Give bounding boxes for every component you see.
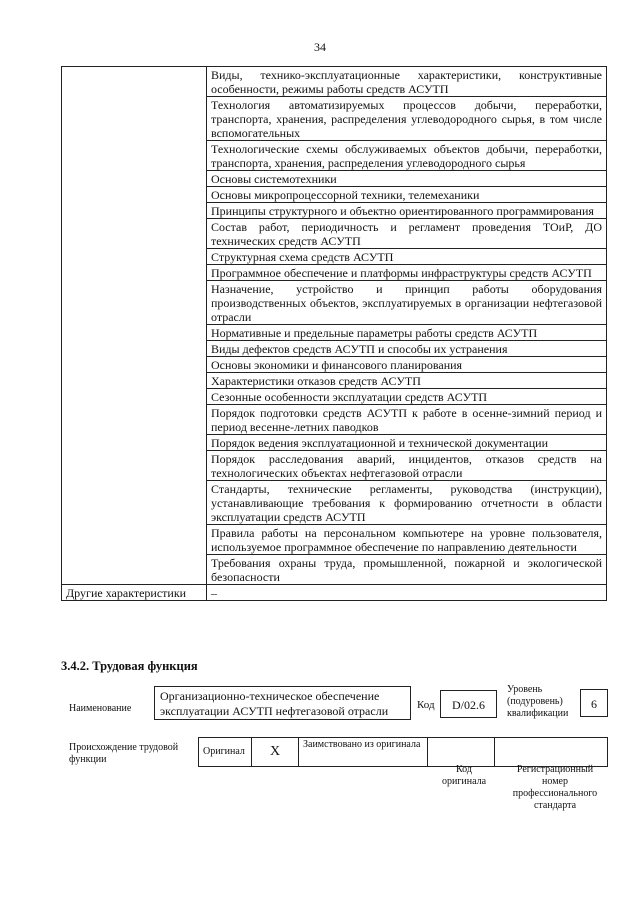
page-number: 34 (314, 40, 326, 54)
code-label: Код (417, 699, 435, 711)
borrowed-cell: Заимствовано из оригинала (299, 738, 428, 767)
knowledge-item: Программное обеспечение и платформы инфраструктуры средств АСУТП (207, 265, 607, 281)
section-title: 3.4.2. Трудовая функция (61, 659, 198, 673)
empty-label-cell (62, 67, 207, 585)
knowledge-item: Порядок подготовки средств АСУТП к работе в осенне-зимний период и период весенне-летних паводков (207, 405, 607, 435)
level-label: Уровень (подуровень) квалификации (507, 684, 569, 719)
function-name-box: Организационно-техническое обеспечение эксплуатации АСУТП нефтегазовой отрасли (154, 686, 411, 720)
original-mark: X (252, 738, 299, 767)
registration-number-cell (495, 738, 608, 767)
knowledge-item: Виды, технико-эксплуатационные характеристики, конструктивные особенности, режимы работы средств АСУТП (207, 67, 607, 97)
origin-label: Происхождение трудовой функции (69, 742, 179, 765)
knowledge-item: Нормативные и предельные параметры работы средств АСУТП (207, 325, 607, 341)
function-code-box: D/02.6 (440, 690, 497, 718)
knowledge-item: Правила работы на персональном компьютере на уровне пользователя, используемое программное обеспечение по направлению деятельности (207, 525, 607, 555)
name-label: Наименование (69, 703, 132, 714)
table-row (62, 67, 607, 97)
knowledge-item: Стандарты, технические регламенты, руководства (инструкции), устанавливающие требования к формированию отчетности в области эксплуатации средств АСУТП (207, 481, 607, 525)
knowledge-item: Принципы структурного и объектно ориентированного программирования (207, 203, 607, 219)
knowledge-item: Технологические схемы обслуживаемых объектов добычи, переработки, транспорта, хранения, распределения углеводородного сырья (207, 141, 607, 171)
other-characteristics-value: – (207, 585, 607, 601)
origin-table (198, 737, 608, 767)
knowledge-item: Назначение, устройство и принцип работы оборудования производственных объектов, эксплуатируемых в организации нефтегазовой отрасли (207, 281, 607, 325)
knowledge-table (61, 66, 607, 601)
knowledge-item: Виды дефектов средств АСУТП и способы их устранения (207, 341, 607, 357)
original-cell: Оригинал (199, 738, 252, 767)
registration-number-label: Регистрационный номер профессионального стандарта (512, 764, 598, 811)
knowledge-item: Состав работ, периодичность и регламент проведения ТОиР, ДО технических средств АСУТП (207, 219, 607, 249)
knowledge-item: Порядок ведения эксплуатационной и технической документации (207, 435, 607, 451)
table-row (62, 585, 607, 601)
knowledge-item: Требования охраны труда, промышленной, пожарной и экологической безопасности (207, 555, 607, 585)
knowledge-item: Сезонные особенности эксплуатации средств АСУТП (207, 389, 607, 405)
knowledge-item: Технология автоматизируемых процессов добычи, переработки, транспорта, хранения, распределения углеводородного сырья, в том числе вспомогательных (207, 97, 607, 141)
other-characteristics-label: Другие характеристики (62, 585, 207, 601)
knowledge-item: Структурная схема средств АСУТП (207, 249, 607, 265)
knowledge-item: Основы микропроцессорной техники, телемеханики (207, 187, 607, 203)
knowledge-item: Основы экономики и финансового планирования (207, 357, 607, 373)
knowledge-item: Основы системотехники (207, 171, 607, 187)
knowledge-item: Порядок расследования аварий, инцидентов, отказов средств на технологических объектах нефтегазовой отрасли (207, 451, 607, 481)
knowledge-item: Характеристики отказов средств АСУТП (207, 373, 607, 389)
level-value-box: 6 (580, 689, 608, 717)
original-code-cell (428, 738, 495, 767)
original-code-label: Код оригинала (441, 764, 487, 787)
table-row (199, 738, 608, 767)
